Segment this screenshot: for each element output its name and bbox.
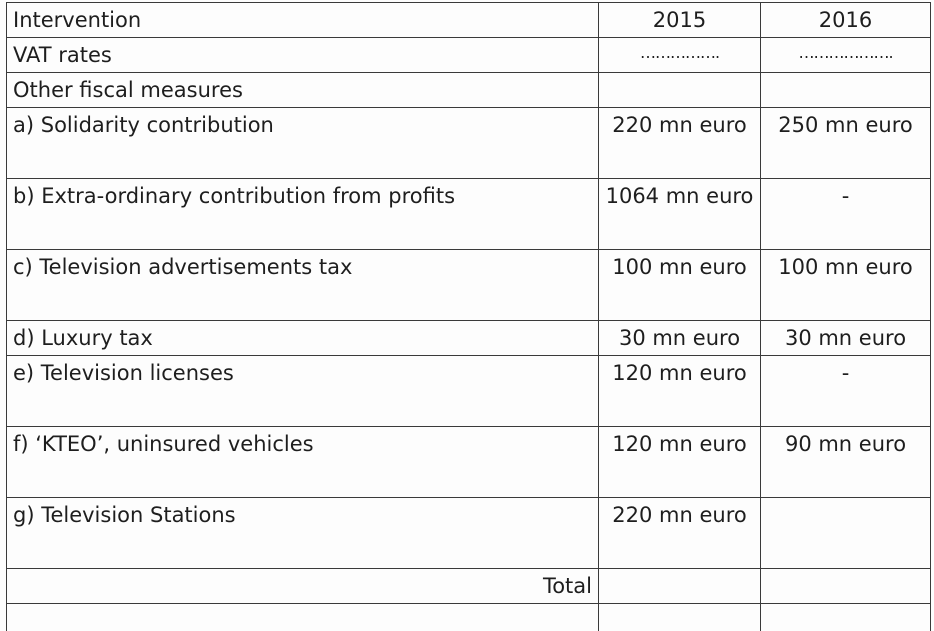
total-2015 — [599, 569, 761, 604]
row-value-2016 — [761, 38, 931, 73]
row-value-2015: 30 mn euro — [599, 321, 761, 356]
interventions-table — [6, 2, 931, 631]
blank-cell — [761, 604, 931, 631]
table-header-row — [7, 3, 931, 38]
total-2016 — [761, 569, 931, 604]
table-row — [7, 498, 931, 569]
row-value-2016 — [761, 498, 931, 569]
row-label: VAT rates — [7, 38, 599, 73]
row-value-2016: 30 mn euro — [761, 321, 931, 356]
row-value-2016 — [761, 73, 931, 108]
row-value-2016: - — [761, 179, 931, 250]
dotted-placeholder: ……………. — [639, 43, 720, 62]
blank-row — [7, 604, 931, 631]
header-2016: 2016 — [761, 3, 931, 38]
row-value-2015: 1064 mn euro — [599, 179, 761, 250]
row-value-2015: 220 mn euro — [599, 108, 761, 179]
table-row — [7, 250, 931, 321]
row-value-2016: 100 mn euro — [761, 250, 931, 321]
row-label: b) Extra-ordinary contribution from profits — [7, 179, 599, 250]
header-2015: 2015 — [599, 3, 761, 38]
row-value-2016: - — [761, 356, 931, 427]
row-value-2015 — [599, 38, 761, 73]
table-row — [7, 73, 931, 108]
total-label: Total — [7, 569, 599, 604]
table-row — [7, 427, 931, 498]
row-value-2015 — [599, 73, 761, 108]
row-label: f) ‘KTEO’, uninsured vehicles — [7, 427, 599, 498]
row-value-2015: 220 mn euro — [599, 498, 761, 569]
total-row — [7, 569, 931, 604]
blank-cell — [7, 604, 599, 631]
blank-cell — [599, 604, 761, 631]
row-label: e) Television licenses — [7, 356, 599, 427]
row-value-2016: 250 mn euro — [761, 108, 931, 179]
row-label: Other fiscal measures — [7, 73, 599, 108]
dotted-placeholder: ………………. — [798, 43, 893, 62]
row-value-2016: 90 mn euro — [761, 427, 931, 498]
row-value-2015: 100 mn euro — [599, 250, 761, 321]
row-value-2015: 120 mn euro — [599, 427, 761, 498]
table-row — [7, 108, 931, 179]
row-value-2015: 120 mn euro — [599, 356, 761, 427]
row-label: d) Luxury tax — [7, 321, 599, 356]
table-row — [7, 321, 931, 356]
table-row — [7, 38, 931, 73]
table-row — [7, 356, 931, 427]
table-row — [7, 179, 931, 250]
row-label: g) Television Stations — [7, 498, 599, 569]
header-intervention: Intervention — [7, 3, 599, 38]
row-label: a) Solidarity contribution — [7, 108, 599, 179]
row-label: c) Television advertisements tax — [7, 250, 599, 321]
